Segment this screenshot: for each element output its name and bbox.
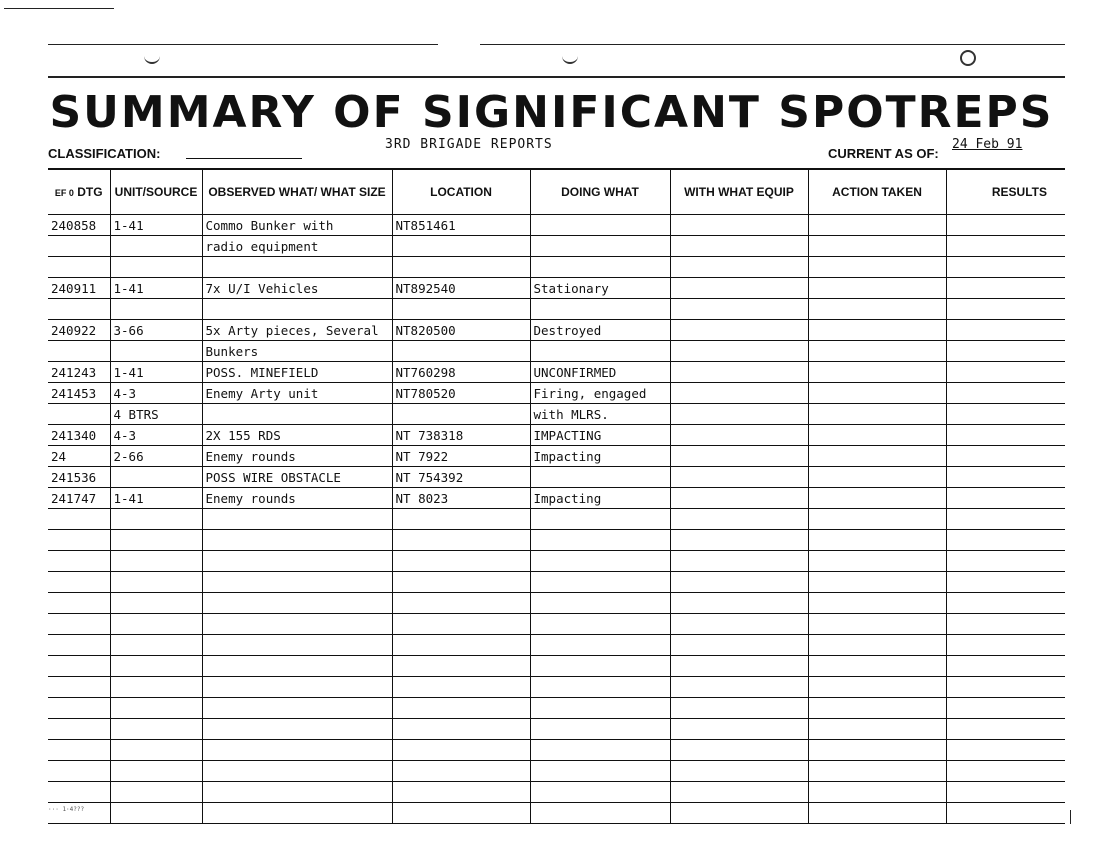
table-row	[48, 488, 1065, 509]
table-row	[48, 446, 1065, 467]
cell-doing-what	[530, 740, 670, 761]
cell-dtg	[48, 551, 110, 572]
cell-doing-what	[530, 215, 670, 236]
cell-equip	[670, 530, 808, 551]
cell-observed: Enemy rounds	[202, 446, 392, 467]
cell-results	[946, 572, 1065, 593]
cell-location	[392, 614, 530, 635]
cell-action	[808, 320, 946, 341]
cell-equip	[670, 257, 808, 278]
cell-dtg: 241453	[48, 383, 110, 404]
cell-dtg: 240911	[48, 278, 110, 299]
cell-dtg	[48, 404, 110, 425]
cell-location	[392, 782, 530, 803]
cell-doing-what: UNCONFIRMED	[530, 362, 670, 383]
cell-doing-what	[530, 530, 670, 551]
cell-action	[808, 362, 946, 383]
cell-observed	[202, 614, 392, 635]
cell-equip	[670, 698, 808, 719]
cell-action	[808, 803, 946, 824]
cell-doing-what	[530, 257, 670, 278]
table-row	[48, 614, 1065, 635]
cell-equip	[670, 740, 808, 761]
cell-results	[946, 383, 1065, 404]
cell-equip	[670, 593, 808, 614]
table-row	[48, 803, 1065, 824]
cell-doing-what	[530, 698, 670, 719]
punch-hole-left	[144, 52, 160, 64]
cell-equip	[670, 488, 808, 509]
cell-results	[946, 341, 1065, 362]
cell-action	[808, 236, 946, 257]
cell-unit	[110, 299, 202, 320]
cell-unit: 4-3	[110, 425, 202, 446]
cell-action	[808, 593, 946, 614]
cell-action	[808, 740, 946, 761]
table-row	[48, 677, 1065, 698]
cell-doing-what	[530, 572, 670, 593]
cell-unit	[110, 740, 202, 761]
table-row	[48, 383, 1065, 404]
cell-location	[392, 761, 530, 782]
current-as-of-label: CURRENT AS OF:	[828, 146, 939, 161]
cell-observed: 7x U/I Vehicles	[202, 278, 392, 299]
cell-equip	[670, 425, 808, 446]
table-row	[48, 257, 1065, 278]
table-row	[48, 425, 1065, 446]
cell-dtg	[48, 593, 110, 614]
cell-location	[392, 530, 530, 551]
cell-observed: POSS WIRE OBSTACLE	[202, 467, 392, 488]
cell-results	[946, 614, 1065, 635]
cell-location	[392, 803, 530, 824]
cell-equip	[670, 761, 808, 782]
cell-dtg	[48, 572, 110, 593]
cell-doing-what	[530, 677, 670, 698]
cell-unit	[110, 572, 202, 593]
table-row	[48, 572, 1065, 593]
cell-unit	[110, 677, 202, 698]
cell-observed: 5x Arty pieces, Several	[202, 320, 392, 341]
cell-unit	[110, 614, 202, 635]
cell-doing-what	[530, 782, 670, 803]
cell-action	[808, 299, 946, 320]
cell-location: NT 7922	[392, 446, 530, 467]
cell-equip	[670, 467, 808, 488]
cell-doing-what	[530, 299, 670, 320]
cell-dtg: 240922	[48, 320, 110, 341]
cell-dtg	[48, 761, 110, 782]
cell-action	[808, 341, 946, 362]
cell-results	[946, 467, 1065, 488]
handwritten-subtitle: 3RD BRIGADE REPORTS	[385, 137, 553, 152]
cell-equip	[670, 383, 808, 404]
cell-results	[946, 719, 1065, 740]
table-row	[48, 698, 1065, 719]
cell-unit: 1-41	[110, 215, 202, 236]
cell-results	[946, 278, 1065, 299]
cell-results	[946, 299, 1065, 320]
cell-results	[946, 446, 1065, 467]
cell-unit	[110, 719, 202, 740]
corner-mark	[4, 8, 114, 9]
cell-doing-what	[530, 551, 670, 572]
cell-location: NT820500	[392, 320, 530, 341]
cell-location: NT 738318	[392, 425, 530, 446]
cell-observed	[202, 761, 392, 782]
cell-results	[946, 551, 1065, 572]
table-row	[48, 740, 1065, 761]
cell-equip	[670, 299, 808, 320]
cell-dtg: 241536	[48, 467, 110, 488]
cell-dtg	[48, 236, 110, 257]
cell-location	[392, 299, 530, 320]
cell-results	[946, 257, 1065, 278]
table-header-row	[48, 170, 1065, 215]
cell-action	[808, 614, 946, 635]
form-number: ··· 1·4???	[48, 806, 85, 813]
cell-action	[808, 719, 946, 740]
cell-dtg	[48, 677, 110, 698]
header-action-taken: ACTION TAKEN	[808, 170, 946, 215]
header-equip: WITH WHAT EQUIP	[670, 170, 808, 215]
cell-results	[946, 509, 1065, 530]
cell-equip	[670, 320, 808, 341]
cell-action	[808, 635, 946, 656]
table-row	[48, 635, 1065, 656]
page-title: SUMMARY OF SIGNIFICANT SPOTREPS	[49, 87, 1054, 138]
cell-doing-what: Impacting	[530, 446, 670, 467]
classification-label: CLASSIFICATION:	[48, 146, 161, 161]
table-row	[48, 362, 1065, 383]
cell-location	[392, 509, 530, 530]
cell-equip	[670, 446, 808, 467]
cell-location	[392, 257, 530, 278]
cell-action	[808, 446, 946, 467]
cell-location	[392, 341, 530, 362]
cell-results	[946, 362, 1065, 383]
cell-unit	[110, 257, 202, 278]
cell-action	[808, 383, 946, 404]
table-row	[48, 551, 1065, 572]
cell-doing-what	[530, 593, 670, 614]
cell-dtg	[48, 299, 110, 320]
cell-location	[392, 677, 530, 698]
cell-dtg: 241747	[48, 488, 110, 509]
table-row	[48, 656, 1065, 677]
table-row	[48, 215, 1065, 236]
cell-action	[808, 656, 946, 677]
cell-results	[946, 656, 1065, 677]
cell-unit: 1-41	[110, 488, 202, 509]
cell-results	[946, 236, 1065, 257]
cell-results	[946, 488, 1065, 509]
cell-unit	[110, 236, 202, 257]
header-observed: OBSERVED WHAT/ WHAT SIZE	[202, 170, 392, 215]
cell-doing-what	[530, 803, 670, 824]
cell-location: NT780520	[392, 383, 530, 404]
cell-observed	[202, 509, 392, 530]
cell-doing-what	[530, 509, 670, 530]
cell-dtg	[48, 530, 110, 551]
cell-location: NT760298	[392, 362, 530, 383]
cell-action	[808, 677, 946, 698]
header-location: LOCATION	[392, 170, 530, 215]
cell-unit	[110, 782, 202, 803]
table-row	[48, 761, 1065, 782]
cell-observed	[202, 698, 392, 719]
table-row	[48, 719, 1065, 740]
cell-equip	[670, 656, 808, 677]
cell-equip	[670, 341, 808, 362]
cell-equip	[670, 782, 808, 803]
cell-doing-what	[530, 614, 670, 635]
cell-action	[808, 488, 946, 509]
header-ref-no: EF 0	[54, 187, 74, 198]
cell-doing-what	[530, 761, 670, 782]
cell-dtg	[48, 635, 110, 656]
cell-doing-what: with MLRS.	[530, 404, 670, 425]
cell-doing-what: Stationary	[530, 278, 670, 299]
cell-equip	[670, 635, 808, 656]
table-row	[48, 467, 1065, 488]
cell-observed	[202, 530, 392, 551]
cell-action	[808, 530, 946, 551]
cell-results	[946, 677, 1065, 698]
cell-observed	[202, 257, 392, 278]
cell-dtg	[48, 341, 110, 362]
cell-dtg	[48, 719, 110, 740]
top-rule-right	[480, 44, 1065, 45]
cell-dtg: 241340	[48, 425, 110, 446]
cell-location	[392, 740, 530, 761]
cell-doing-what	[530, 719, 670, 740]
cell-dtg: 240858	[48, 215, 110, 236]
header-dtg-label: DTG	[77, 184, 103, 199]
cell-dtg: 24	[48, 446, 110, 467]
cell-action	[808, 509, 946, 530]
cell-doing-what	[530, 236, 670, 257]
cell-unit	[110, 635, 202, 656]
cell-unit	[110, 530, 202, 551]
cell-equip	[670, 362, 808, 383]
cell-action	[808, 551, 946, 572]
cell-observed: POSS. MINEFIELD	[202, 362, 392, 383]
cell-unit	[110, 341, 202, 362]
cell-doing-what: Firing, engaged	[530, 383, 670, 404]
cell-doing-what	[530, 656, 670, 677]
cell-doing-what: Destroyed	[530, 320, 670, 341]
cell-location	[392, 635, 530, 656]
margin-mark	[1070, 810, 1071, 824]
cell-unit	[110, 698, 202, 719]
cell-results	[946, 215, 1065, 236]
cell-results	[946, 635, 1065, 656]
cell-unit: 1-41	[110, 278, 202, 299]
cell-results	[946, 698, 1065, 719]
header-unit-source: UNIT/SOURCE	[110, 170, 202, 215]
cell-observed	[202, 635, 392, 656]
cell-equip	[670, 404, 808, 425]
cell-action	[808, 215, 946, 236]
cell-location	[392, 593, 530, 614]
cell-results	[946, 320, 1065, 341]
table-row	[48, 593, 1065, 614]
cell-unit	[110, 593, 202, 614]
table-row	[48, 299, 1065, 320]
cell-observed	[202, 299, 392, 320]
cell-observed	[202, 551, 392, 572]
cell-location	[392, 656, 530, 677]
cell-action	[808, 404, 946, 425]
spotrep-table	[48, 168, 1065, 824]
cell-dtg	[48, 656, 110, 677]
cell-results	[946, 530, 1065, 551]
table-row	[48, 236, 1065, 257]
cell-location: NT 8023	[392, 488, 530, 509]
cell-dtg	[48, 614, 110, 635]
cell-dtg	[48, 740, 110, 761]
cell-location	[392, 404, 530, 425]
cell-results	[946, 593, 1065, 614]
cell-equip	[670, 551, 808, 572]
header-doing-what: DOING WHAT	[530, 170, 670, 215]
cell-dtg	[48, 257, 110, 278]
table-row	[48, 782, 1065, 803]
cell-observed	[202, 740, 392, 761]
cell-action	[808, 761, 946, 782]
cell-observed: Bunkers	[202, 341, 392, 362]
cell-equip	[670, 614, 808, 635]
cell-action	[808, 782, 946, 803]
cell-doing-what: Impacting	[530, 488, 670, 509]
cell-observed: 2X 155 RDS	[202, 425, 392, 446]
cell-observed	[202, 593, 392, 614]
punch-hole-right	[960, 50, 976, 66]
cell-dtg: 241243	[48, 362, 110, 383]
cell-action	[808, 425, 946, 446]
current-as-of-value: 24 Feb 91	[952, 137, 1023, 152]
cell-location: NT851461	[392, 215, 530, 236]
table-row	[48, 320, 1065, 341]
cell-doing-what	[530, 341, 670, 362]
cell-location	[392, 236, 530, 257]
cell-results	[946, 803, 1065, 824]
cell-unit: 2-66	[110, 446, 202, 467]
table-row	[48, 509, 1065, 530]
cell-observed	[202, 572, 392, 593]
cell-location	[392, 719, 530, 740]
table-row	[48, 530, 1065, 551]
cell-observed: radio equipment	[202, 236, 392, 257]
cell-unit: 3-66	[110, 320, 202, 341]
cell-doing-what: IMPACTING	[530, 425, 670, 446]
cell-location	[392, 551, 530, 572]
cell-observed: Commo Bunker with	[202, 215, 392, 236]
header-results: RESULTS	[946, 170, 1065, 215]
cell-unit	[110, 656, 202, 677]
cell-equip	[670, 215, 808, 236]
header-dtg	[48, 170, 110, 215]
punch-hole-center	[562, 52, 578, 64]
cell-unit: 4 BTRS	[110, 404, 202, 425]
cell-equip	[670, 572, 808, 593]
cell-unit	[110, 509, 202, 530]
table-row	[48, 404, 1065, 425]
table-row	[48, 278, 1065, 299]
cell-observed	[202, 677, 392, 698]
cell-equip	[670, 509, 808, 530]
cell-observed: Enemy Arty unit	[202, 383, 392, 404]
cell-doing-what	[530, 635, 670, 656]
cell-observed	[202, 782, 392, 803]
cell-observed	[202, 404, 392, 425]
classification-blank-line	[186, 158, 302, 159]
cell-observed: Enemy rounds	[202, 488, 392, 509]
cell-location: NT892540	[392, 278, 530, 299]
cell-unit	[110, 551, 202, 572]
cell-observed	[202, 803, 392, 824]
cell-location	[392, 698, 530, 719]
table-row	[48, 341, 1065, 362]
cell-results	[946, 425, 1065, 446]
cell-results	[946, 782, 1065, 803]
cell-unit	[110, 467, 202, 488]
cell-action	[808, 257, 946, 278]
cell-results	[946, 740, 1065, 761]
cell-equip	[670, 803, 808, 824]
cell-dtg	[48, 509, 110, 530]
cell-unit: 4-3	[110, 383, 202, 404]
cell-action	[808, 572, 946, 593]
top-rule-left	[48, 44, 438, 45]
cell-equip	[670, 677, 808, 698]
cell-doing-what	[530, 467, 670, 488]
cell-unit	[110, 761, 202, 782]
cell-results	[946, 761, 1065, 782]
cell-location: NT 754392	[392, 467, 530, 488]
cell-dtg	[48, 698, 110, 719]
cell-unit	[110, 803, 202, 824]
cell-action	[808, 467, 946, 488]
header-rule	[48, 76, 1065, 78]
cell-observed	[202, 719, 392, 740]
cell-results	[946, 404, 1065, 425]
cell-action	[808, 698, 946, 719]
cell-equip	[670, 719, 808, 740]
cell-action	[808, 278, 946, 299]
cell-observed	[202, 656, 392, 677]
cell-unit: 1-41	[110, 362, 202, 383]
cell-location	[392, 572, 530, 593]
cell-equip	[670, 278, 808, 299]
cell-equip	[670, 236, 808, 257]
cell-dtg	[48, 782, 110, 803]
